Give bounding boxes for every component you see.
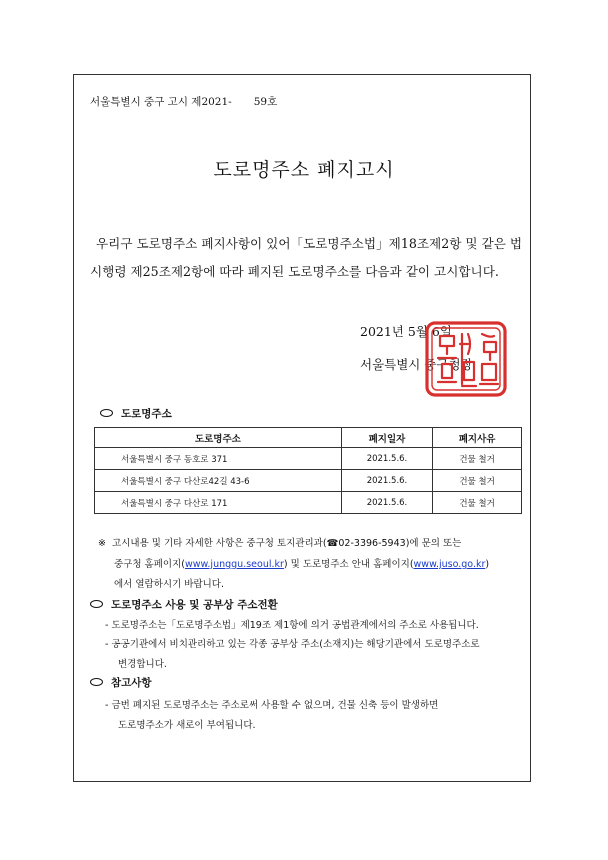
section-heading-text: 참고사항 [111,677,152,689]
circle-bullet-icon [90,600,103,608]
table-row [95,492,522,514]
note-line-3: 에서 열람하시기 바랍니다. [114,579,225,590]
conversion-item-2: - 공공기관에서 비치관리하고 있는 각종 공부상 주소(소재지)는 해당기관에서 도로명주소로 [105,639,480,650]
circle-bullet-icon [90,678,103,686]
date-cell: 2021.5.6. [341,448,432,470]
junggu-homepage-link[interactable]: www.junggu.seoul.kr [184,559,284,570]
conversion-item-2-continued: 변경합니다. [118,659,167,670]
notice-number-value: 59호 [253,96,278,108]
table-row [95,470,522,492]
note-line-1 [98,535,461,549]
reason-cell: 건물 철거 [433,470,522,492]
column-header-date: 폐지일자 [341,428,432,448]
date-cell: 2021.5.6. [341,470,432,492]
juso-homepage-link[interactable]: www.juso.go.kr [413,559,486,570]
note-mark: ※ [98,538,106,549]
issuer-name: 서울특별시 중구청장 [360,357,473,372]
section-heading-conversion [90,597,278,612]
note-text-2b: ) 및 도로명주소 안내 홈페이지( [283,559,414,570]
reference-item-1-continued: 도로명주소가 새로이 부여됩니다. [118,720,256,731]
section-heading-addresses [100,406,172,421]
official-seal-icon [424,320,508,398]
note-text-1: 고시내용 및 기타 자세한 사항은 중구청 토지관리과(☎02-3396-5943)에 문의 또는 [112,538,462,549]
conversion-item-1: - 도로명주소는「도로명주소법」제19조 제1항에 의거 공법관계에서의 주소로 사용됩니다. [105,620,479,631]
body-line-2: 시행령 제25조제2항에 따라 폐지된 도로명주소를 다음과 같이 고시합니다. [90,264,499,279]
address-cell: 서울특별시 중구 다산로42길 43-6 [95,470,342,492]
reference-item-1: - 금번 폐지된 도로명주소는 주소로써 사용할 수 없으며, 건물 신축 등이 발생하면 [105,700,439,711]
notice-number-prefix: 서울특별시 중구 고시 제2021- [90,96,232,108]
note-text-2c: ) [485,559,490,570]
column-header-reason: 폐지사유 [433,428,522,448]
date-cell: 2021.5.6. [341,492,432,514]
section-heading-text: 도로명주소 [121,408,172,420]
body-line-1: 우리구 도로명주소 폐지사항이 있어「도로명주소법」제18조제2항 및 같은 법 [96,236,523,251]
notice-date: 2021년 5월 6일 [360,324,452,339]
table-header-row [95,428,522,448]
notice-number [90,94,277,109]
section-heading-reference [90,675,152,690]
note-text-2a: 중구청 홈페이지( [114,559,185,570]
document-title: 도로명주소 폐지고시 [213,159,395,181]
reason-cell: 건물 철거 [433,448,522,470]
address-cell: 서울특별시 중구 다산로 171 [95,492,342,514]
address-cell: 서울특별시 중구 동호로 371 [95,448,342,470]
section-heading-text: 도로명주소 사용 및 공부상 주소전환 [111,599,278,611]
column-header-address: 도로명주소 [95,428,342,448]
abolished-address-table [94,427,522,514]
circle-bullet-icon [100,409,113,417]
note-line-2 [114,556,489,570]
reason-cell: 건물 철거 [433,492,522,514]
table-row [95,448,522,470]
